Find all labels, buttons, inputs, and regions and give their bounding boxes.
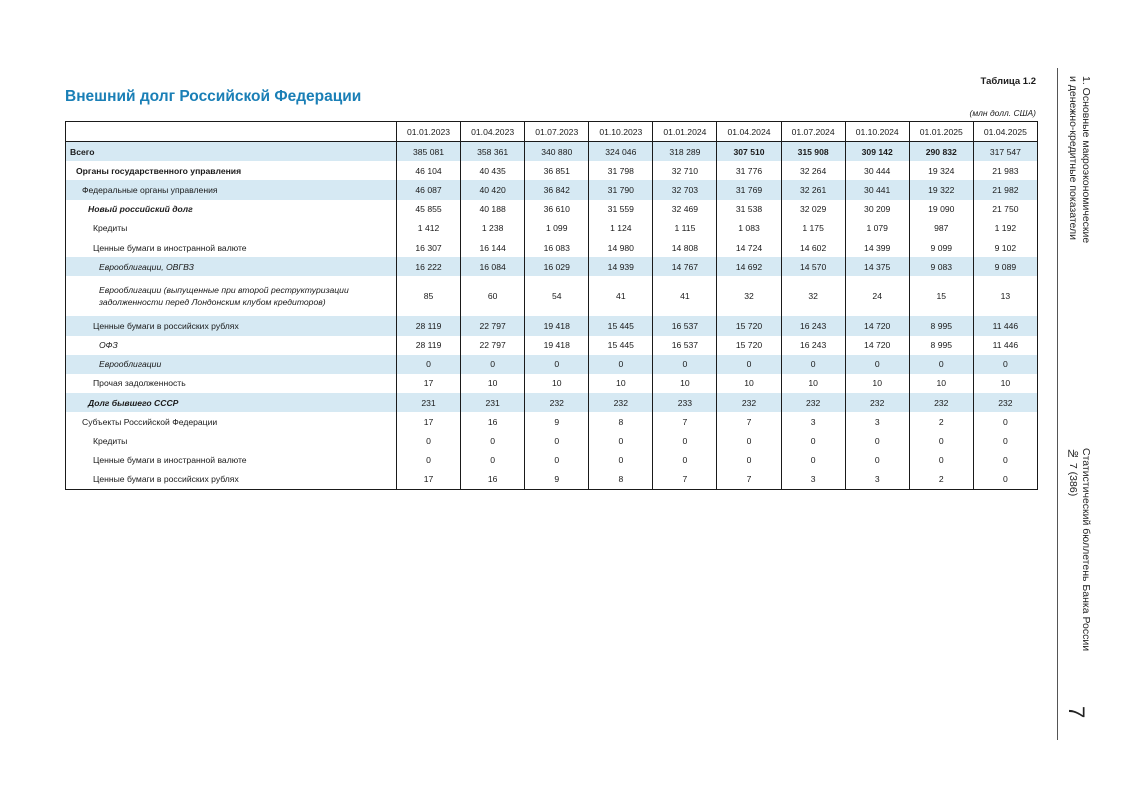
value-cell: 32 703 [653,180,717,199]
row-label: Кредиты [93,223,128,234]
value-cell: 41 [589,276,653,316]
value-cell: 14 939 [589,257,653,276]
value-cell: 2 [909,470,973,490]
value-cell: 9 [525,412,589,431]
value-cell: 19 418 [525,336,589,355]
row-label: Новый российский долг [88,204,193,215]
value-cell: 315 908 [781,142,845,162]
row-label: Еврооблигации (выпущенные при второй реструктуризации задолженности перед Лондонским клубом кредиторов) [99,285,349,308]
value-cell: 0 [973,431,1037,450]
table-row [66,431,1038,450]
value-cell: 1 083 [717,219,781,238]
value-cell: 32 [717,276,781,316]
value-cell: 14 692 [717,257,781,276]
value-cell: 0 [845,451,909,470]
row-label: Всего [66,142,397,162]
value-cell: 9 099 [909,238,973,257]
value-cell: 17 [397,470,461,490]
value-cell: 16 144 [461,238,525,257]
value-cell: 7 [653,412,717,431]
row-label: Ценные бумаги в иностранной валюте [93,242,247,253]
value-cell: 16 537 [653,316,717,335]
value-cell: 19 418 [525,316,589,335]
value-cell: 232 [909,393,973,412]
value-cell: 318 289 [653,142,717,162]
value-cell: 9 [525,470,589,490]
value-cell: 1 175 [781,219,845,238]
value-cell: 0 [461,431,525,450]
table-row [66,276,1038,316]
table-row [66,470,1038,490]
row-label: Федеральные органы управления [66,180,397,199]
value-cell: 60 [461,276,525,316]
value-cell: 7 [717,470,781,490]
value-cell: 21 750 [973,200,1037,219]
value-cell: 9 089 [973,257,1037,276]
value-cell: 15 720 [717,336,781,355]
row-label: Кредиты [93,436,128,447]
header-corner-cell [66,122,397,142]
value-cell: 19 322 [909,180,973,199]
row-label: Ценные бумаги в российских рублях [93,474,239,485]
value-cell: 1 099 [525,219,589,238]
value-cell: 17 [397,374,461,393]
row-label: Прочая задолженность [93,378,186,389]
value-cell: 10 [525,374,589,393]
section-name-line-2: и денежно-кредитные показатели [1067,76,1079,241]
value-cell: 15 [909,276,973,316]
value-cell: 22 797 [461,316,525,335]
value-cell: 19 090 [909,200,973,219]
value-cell: 232 [845,393,909,412]
value-cell: 10 [781,374,845,393]
column-header: 01.04.2025 [973,122,1037,142]
value-cell: 14 399 [845,238,909,257]
value-cell: 31 798 [589,161,653,180]
value-cell: 0 [781,451,845,470]
value-cell: 11 446 [973,316,1037,335]
value-cell: 10 [589,374,653,393]
value-cell: 32 264 [781,161,845,180]
value-cell: 30 441 [845,180,909,199]
value-cell: 309 142 [845,142,909,162]
value-cell: 14 980 [589,238,653,257]
row-label: Ценные бумаги в иностранной валюте [93,455,247,466]
value-cell: 0 [717,355,781,374]
table-row [66,393,1038,412]
table-row [66,316,1038,335]
units-note: (млн долл. США) [969,108,1036,118]
table-row [66,355,1038,374]
value-cell: 231 [461,393,525,412]
value-cell: 3 [781,412,845,431]
value-cell: 40 188 [461,200,525,219]
value-cell: 232 [781,393,845,412]
value-cell: 0 [845,431,909,450]
value-cell: 16 [461,412,525,431]
bulletin-issue: № 7 (386) [1067,448,1079,497]
value-cell: 0 [397,451,461,470]
page-number: 7 [1064,706,1089,719]
value-cell: 30 444 [845,161,909,180]
row-label: Ценные бумаги в российских рублях [66,316,397,335]
value-cell: 10 [973,374,1037,393]
value-cell: 16 084 [461,257,525,276]
value-cell: 0 [781,431,845,450]
value-cell: 16 537 [653,336,717,355]
table-row [66,451,1038,470]
value-cell: 16 222 [397,257,461,276]
value-cell: 0 [653,431,717,450]
value-cell: 32 029 [781,200,845,219]
value-cell: 14 570 [781,257,845,276]
value-cell: 36 851 [525,161,589,180]
value-cell: 0 [397,431,461,450]
value-cell: 16 307 [397,238,461,257]
value-cell: 16 243 [781,316,845,335]
row-label: Долг бывшего СССР [66,393,397,412]
value-cell: 0 [909,451,973,470]
header-row [66,122,1038,142]
value-cell: 3 [781,470,845,490]
value-cell: 0 [717,431,781,450]
value-cell: 15 445 [589,316,653,335]
value-cell: 16 029 [525,257,589,276]
value-cell: 16 [461,470,525,490]
row-label: Органы государственного управления [76,165,242,176]
column-header: 01.10.2024 [845,122,909,142]
value-cell: 0 [525,451,589,470]
value-cell: 9 083 [909,257,973,276]
column-header: 01.01.2025 [909,122,973,142]
value-cell: 13 [973,276,1037,316]
value-cell: 46 087 [397,180,461,199]
value-cell: 385 081 [397,142,461,162]
section-name-line-1: 1. Основные макроэкономические [1080,76,1092,244]
value-cell: 0 [589,451,653,470]
value-cell: 8 995 [909,316,973,335]
value-cell: 10 [653,374,717,393]
value-cell: 0 [973,451,1037,470]
section-name [1066,76,1092,276]
value-cell: 232 [973,393,1037,412]
value-cell: 0 [653,355,717,374]
table-row [66,374,1038,393]
value-cell: 10 [461,374,525,393]
value-cell: 307 510 [717,142,781,162]
value-cell: 31 776 [717,161,781,180]
value-cell: 0 [973,412,1037,431]
value-cell: 14 808 [653,238,717,257]
value-cell: 8 995 [909,336,973,355]
table-row [66,219,1038,238]
value-cell: 36 842 [525,180,589,199]
value-cell: 32 469 [653,200,717,219]
side-divider [1057,68,1058,740]
table-row [66,412,1038,431]
value-cell: 14 720 [845,336,909,355]
value-cell: 36 610 [525,200,589,219]
table-row [66,161,1038,180]
value-cell: 987 [909,219,973,238]
value-cell: 0 [461,451,525,470]
value-cell: 8 [589,470,653,490]
value-cell: 21 983 [973,161,1037,180]
value-cell: 231 [397,393,461,412]
value-cell: 54 [525,276,589,316]
value-cell: 0 [845,355,909,374]
value-cell: 14 724 [717,238,781,257]
value-cell: 32 261 [781,180,845,199]
bulletin-name [1066,448,1092,668]
value-cell: 10 [717,374,781,393]
value-cell: 9 102 [973,238,1037,257]
value-cell: 31 538 [717,200,781,219]
value-cell: 24 [845,276,909,316]
value-cell: 22 797 [461,336,525,355]
value-cell: 0 [461,355,525,374]
value-cell: 0 [525,431,589,450]
value-cell: 0 [717,451,781,470]
table-row [66,180,1038,199]
value-cell: 17 [397,412,461,431]
value-cell: 28 119 [397,336,461,355]
value-cell: 40 435 [461,161,525,180]
value-cell: 0 [589,355,653,374]
row-label: ОФЗ [99,340,118,351]
value-cell: 1 124 [589,219,653,238]
value-cell: 0 [525,355,589,374]
column-header: 01.04.2024 [717,122,781,142]
value-cell: 31 559 [589,200,653,219]
value-cell: 1 238 [461,219,525,238]
value-cell: 340 880 [525,142,589,162]
value-cell: 1 192 [973,219,1037,238]
value-cell: 14 375 [845,257,909,276]
value-cell: 0 [589,431,653,450]
value-cell: 232 [589,393,653,412]
value-cell: 3 [845,412,909,431]
value-cell: 290 832 [909,142,973,162]
value-cell: 28 119 [397,316,461,335]
value-cell: 16 243 [781,336,845,355]
row-label: Еврооблигации [66,355,397,374]
value-cell: 324 046 [589,142,653,162]
value-cell: 0 [909,355,973,374]
value-cell: 317 547 [973,142,1037,162]
value-cell: 1 115 [653,219,717,238]
value-cell: 30 209 [845,200,909,219]
value-cell: 7 [653,470,717,490]
value-cell: 358 361 [461,142,525,162]
row-label: Субъекты Российской Федерации [82,416,218,427]
table-row [66,336,1038,355]
value-cell: 7 [717,412,781,431]
column-header: 01.01.2024 [653,122,717,142]
column-header: 01.10.2023 [589,122,653,142]
value-cell: 40 420 [461,180,525,199]
value-cell: 32 710 [653,161,717,180]
table-row [66,200,1038,219]
value-cell: 15 720 [717,316,781,335]
column-header: 01.04.2023 [461,122,525,142]
column-header: 01.01.2023 [397,122,461,142]
value-cell: 232 [525,393,589,412]
value-cell: 14 720 [845,316,909,335]
value-cell: 31 769 [717,180,781,199]
value-cell: 31 790 [589,180,653,199]
value-cell: 3 [845,470,909,490]
value-cell: 11 446 [973,336,1037,355]
value-cell: 0 [973,355,1037,374]
column-header: 01.07.2024 [781,122,845,142]
value-cell: 41 [653,276,717,316]
table-number: Таблица 1.2 [980,76,1036,87]
value-cell: 14 767 [653,257,717,276]
value-cell: 45 855 [397,200,461,219]
value-cell: 32 [781,276,845,316]
table-row [66,142,1038,162]
value-cell: 232 [717,393,781,412]
value-cell: 10 [909,374,973,393]
value-cell: 21 982 [973,180,1037,199]
value-cell: 16 083 [525,238,589,257]
value-cell: 10 [845,374,909,393]
value-cell: 0 [653,451,717,470]
table-row [66,257,1038,276]
external-debt-table [65,121,1038,490]
value-cell: 19 324 [909,161,973,180]
value-cell: 1 412 [397,219,461,238]
value-cell: 0 [397,355,461,374]
bulletin-name-line-1: Статистический бюллетень Банка России [1080,448,1092,652]
page-title: Внешний долг Российской Федерации [65,88,362,105]
value-cell: 8 [589,412,653,431]
value-cell: 0 [909,431,973,450]
value-cell: 15 445 [589,336,653,355]
column-header: 01.07.2023 [525,122,589,142]
value-cell: 2 [909,412,973,431]
value-cell: 1 079 [845,219,909,238]
value-cell: 0 [781,355,845,374]
row-label: Еврооблигации, ОВГВЗ [66,257,397,276]
table-row [66,238,1038,257]
value-cell: 233 [653,393,717,412]
value-cell: 46 104 [397,161,461,180]
value-cell: 85 [397,276,461,316]
value-cell: 14 602 [781,238,845,257]
value-cell: 0 [973,470,1037,490]
